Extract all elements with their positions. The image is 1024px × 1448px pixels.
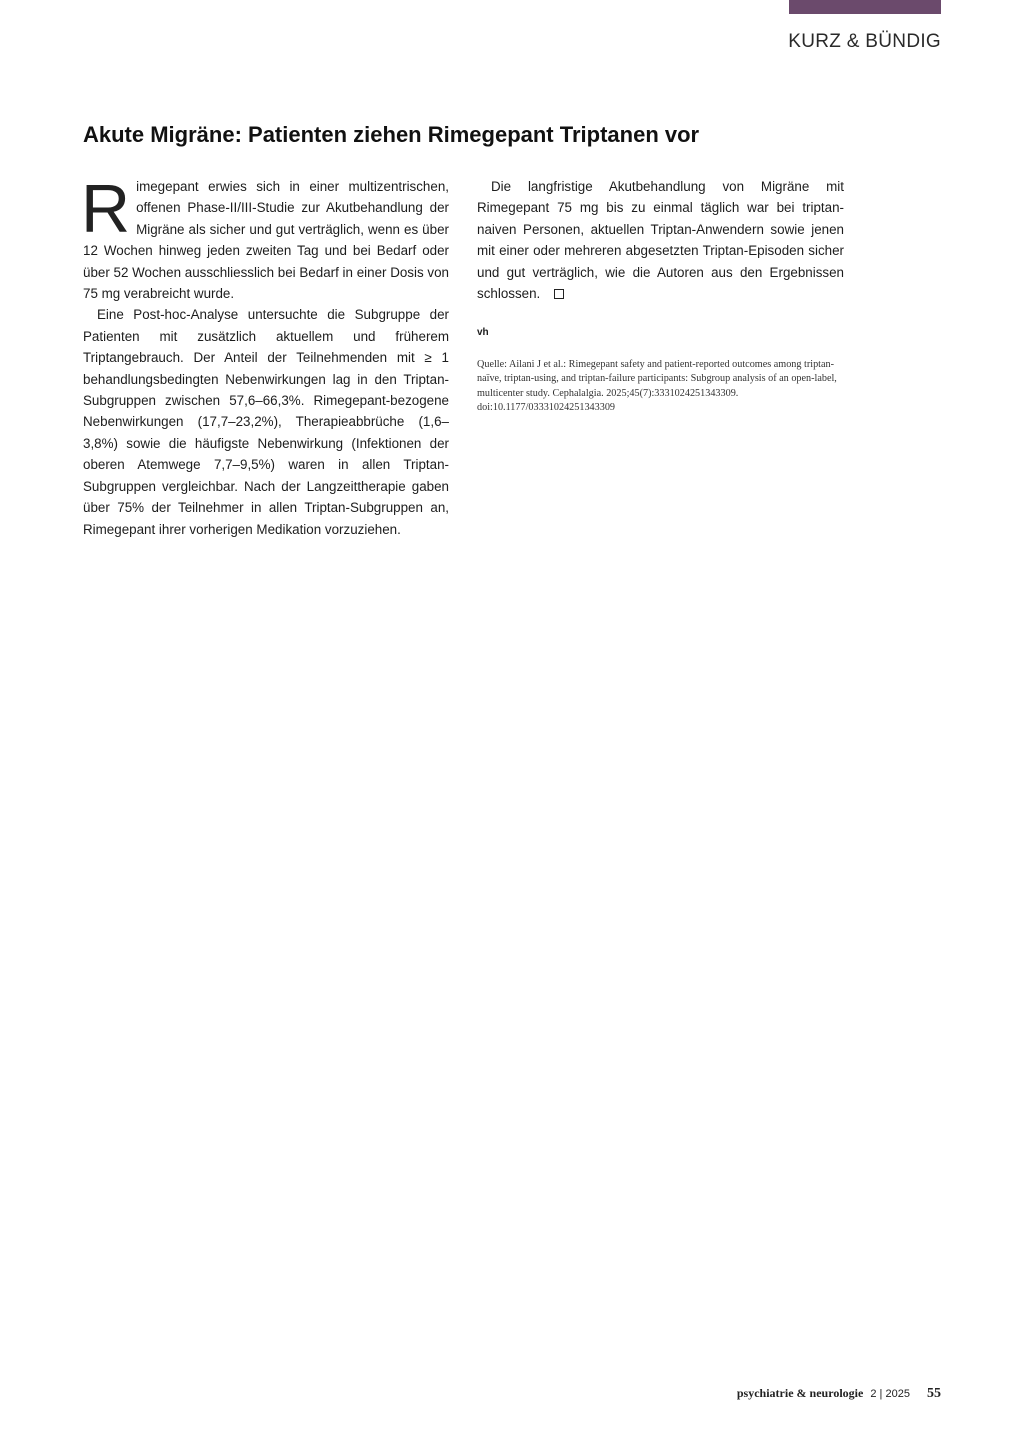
paragraph-2: Eine Post-hoc-Analyse untersuchte die Subgruppe der Patienten mit zusätzlich aktuellem und früherem Triptangebrauch. Der Anteil der Teilnehmenden mit ≥ 1 behandlungsbedingten Nebenwirkungen lag in den Triptan-Subgruppen zwischen 57,6–66,3%. Rimegepant-bezogene Nebenwirkungen (17,7–23,2%), Therapieabbrüche (1,6–3,8%) sowie die häufigste Nebenwirkung (Infektionen der oberen Atemwege 7,7–9,5%) waren in allen Triptan-Subgruppen vergleichbar. Nach der Langzeittherapie gaben über 75% der Teilnehmer in allen Triptan-Subgruppen an, Rimegepant ihrer vorherigen Medikation vorzuziehen. <box>83 307 449 537</box>
page-number: 55 <box>927 1386 941 1401</box>
section-label: KURZ & BÜNDIG <box>788 31 941 52</box>
drop-cap: R <box>81 171 131 247</box>
paragraph-3 <box>477 176 844 304</box>
paragraph-1-text: imegepant erwies sich in einer multizentrischen, offenen Phase-II/III-Studie zur Akutbehandlung der Migräne als sicher und gut verträglich, wenn es über 12 Wochen hinweg jeden zweiten Tag und bei Bedarf oder über 52 Wochen ausschliesslich bei Bedarf in einer Dosis von 75 mg verabreicht wurde. <box>83 179 449 302</box>
author-initials: vh <box>477 327 489 339</box>
journal-name: psychiatrie & neurologie <box>736 1386 864 1400</box>
paragraph-3-text: Die langfristige Akutbehandlung von Migräne mit Rimegepant 75 mg bis zu einmal täglich war bei triptan-naiven Personen, aktuellen Triptan-Anwendern sowie jenen mit einer oder mehreren abgesetzten Triptan-Episoden sicher und gut verträglich, wie die Autoren aus den Ergebnissen schlossen. <box>477 179 844 302</box>
paragraph-1 <box>81 171 449 304</box>
page-footer <box>737 1386 941 1402</box>
header-accent-bar <box>789 0 941 14</box>
article-body <box>81 171 449 540</box>
article-title: Akute Migräne: Patienten ziehen Rimegepant Triptanen vor <box>83 122 700 147</box>
article-body-continued <box>477 176 844 415</box>
issue-number: 2 | 2025 <box>870 1388 910 1400</box>
end-of-article-icon <box>554 289 564 299</box>
source-citation: Quelle: Ailani J et al.: Rimegepant safety and patient-reported outcomes among triptan-naïve, triptan-using, and triptan-failure participants: Subgroup analysis of an open-label, multicenter study. Cephalalgia. 2025;45(7):3331024251343309. doi:10.1177/03331024251343309 <box>477 358 837 414</box>
